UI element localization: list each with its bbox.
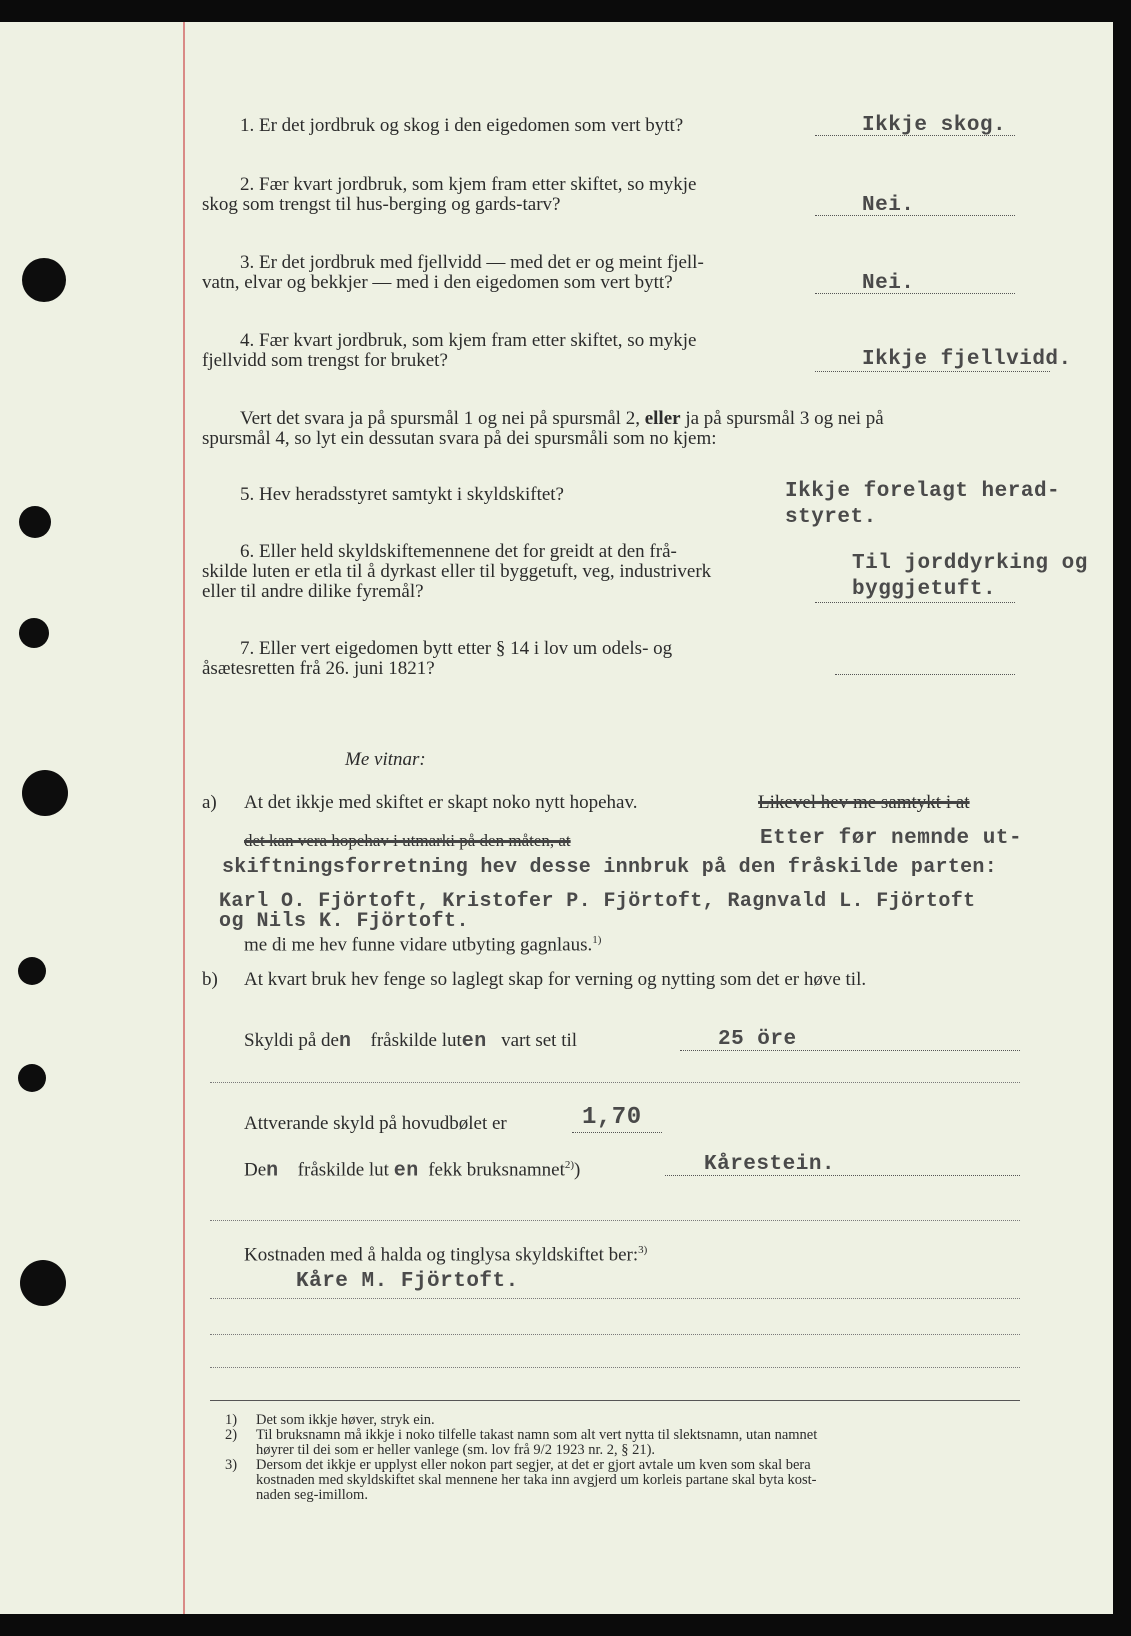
answer-4: Ikkje fjellvidd. xyxy=(862,348,1072,371)
question-2-line1: 2. Fær kvart jordbruk, som kjem fram etter skiftet, so mykje xyxy=(240,174,697,195)
answer-line xyxy=(815,602,1015,603)
punch-hole xyxy=(18,957,46,985)
question-3-line1: 3. Er det jordbruk med fjellvidd — med det er og meint fjell- xyxy=(240,252,704,273)
answer-line xyxy=(835,674,1015,675)
attverande-value: 1,70 xyxy=(582,1104,642,1131)
cost-label: Kostnaden med å halda og tinglysa skyldskiftet ber:$^{3)}$ xyxy=(244,1244,648,1266)
skyld-line: Skyldi på den fråskilde luten vart set til xyxy=(244,1030,578,1053)
answer-6-line2: byggjetuft. xyxy=(852,578,997,601)
testimony-heading: Me vitnar: xyxy=(345,749,426,770)
typed-note-4: og Nils K. Fjörtoft. xyxy=(219,910,470,933)
instruction-line2: spursmål 4, so lyt ein dessutan svara på dei spursmåli som no kjem: xyxy=(202,428,717,449)
footnote-1-mark: 1) xyxy=(225,1412,238,1428)
punch-hole xyxy=(18,1064,46,1092)
answer-3: Nei. xyxy=(862,272,915,295)
punch-hole xyxy=(19,506,51,538)
question-4-line2: fjellvidd som trengst for bruket? xyxy=(202,350,448,371)
question-7-line1: 7. Eller vert eigedomen bytt etter § 14 i lov um odels- og xyxy=(240,638,673,659)
question-1: 1. Er det jordbruk og skog i den eigedomen som vert bytt? xyxy=(240,115,684,136)
answer-5-line1: Ikkje forelagt herad- xyxy=(785,480,1061,503)
footnote-3-line3: naden seg-imillom. xyxy=(256,1487,368,1503)
question-4-line1: 4. Fær kvart jordbruk, som kjem fram etter skiftet, so mykje xyxy=(240,330,697,351)
question-5: 5. Hev heradsstyret samtykt i skyldskiftet? xyxy=(240,484,564,505)
attverande-value-line xyxy=(572,1132,662,1133)
typed-note-3: Karl O. Fjörtoft, Kristofer P. Fjörtoft, Ragnvald L. Fjörtoft xyxy=(219,890,976,913)
testimony-b-label: b) xyxy=(202,969,218,990)
testimony-a-tail: me di me hev funne vidare utbyting gagnlaus.$^{1)}$ xyxy=(244,934,602,956)
document-page xyxy=(0,22,1113,1614)
footnote-divider xyxy=(210,1400,1020,1401)
answer-2: Nei. xyxy=(862,194,915,217)
margin-line xyxy=(183,22,185,1614)
bruksnamn-value: Kårestein. xyxy=(704,1153,836,1176)
punch-hole xyxy=(19,618,49,648)
punch-hole xyxy=(20,1260,66,1306)
blank-line xyxy=(210,1220,1020,1221)
answer-line xyxy=(815,215,1015,216)
cost-value: Kåre M. Fjörtoft. xyxy=(296,1270,519,1293)
blank-line xyxy=(210,1082,1020,1083)
footnote-3-line1: Dersom det ikkje er upplyst eller nokon part segjer, at det er gjort avtale um kven som skal bera xyxy=(256,1457,811,1473)
answer-1: Ikkje skog. xyxy=(862,114,1007,137)
question-7-line2: åsætesretten frå 26. juni 1821? xyxy=(202,658,435,679)
testimony-b-text: At kvart bruk hev fenge so laglegt skap for verning og nytting som det er høve til. xyxy=(244,969,867,990)
blank-line xyxy=(210,1367,1020,1368)
footnote-3-line2: kostnaden med skyldskiftet skal mennene her taka inn avgjerd um korleis partane skal byta kost- xyxy=(256,1472,817,1488)
footnote-3-mark: 3) xyxy=(225,1457,238,1473)
question-2-line2: skog som trengst til hus-berging og gards-tarv? xyxy=(202,194,561,215)
typed-note-1: Etter før nemnde ut- xyxy=(760,827,1023,850)
struck-text-1: Likevel hev me samtykt i at xyxy=(758,792,970,813)
answer-6-line1: Til jorddyrking og xyxy=(852,552,1088,575)
footnote-1: Det som ikkje høver, stryk ein. xyxy=(256,1412,435,1428)
question-6-line3: eller til andre dilike fyremål? xyxy=(202,581,424,602)
question-6-line1: 6. Eller held skyldskiftemennene det for greidt at den frå- xyxy=(240,541,677,562)
footnote-2-mark: 2) xyxy=(225,1427,238,1443)
answer-5-line2: styret. xyxy=(785,506,877,529)
testimony-a-label: a) xyxy=(202,792,217,813)
blank-line xyxy=(210,1334,1020,1335)
instruction-line1: Vert det svara ja på spursmål 1 og nei på spursmål 2, eller ja på spursmål 3 og nei på xyxy=(240,408,884,429)
question-6-line2: skilde luten er etla til å dyrkast eller til byggetuft, veg, industriverk xyxy=(202,561,712,582)
question-3-line2: vatn, elvar og bekkjer — med i den eigedomen som vert bytt? xyxy=(202,272,673,293)
blank-line xyxy=(210,1298,1020,1299)
punch-hole xyxy=(22,770,68,816)
bruksnamn-line: Den fråskilde lut en fekk bruksnamnet$^{2)}$) xyxy=(244,1159,581,1183)
footnote-2-line2: høyrer til dei som er heller vanlege (sm. lov frå 9/2 1923 nr. 2, § 21). xyxy=(256,1442,656,1458)
skyld-value: 25 öre xyxy=(718,1028,797,1051)
struck-text-2: det kan vera hopehav i utmarki på den måten, at xyxy=(244,831,571,850)
answer-line xyxy=(815,293,1015,294)
punch-hole xyxy=(22,258,66,302)
testimony-a-text: At det ikkje med skiftet er skapt noko nytt hopehav. xyxy=(244,792,638,813)
typed-note-2: skiftningsforretning hev desse innbruk på den fråskilde parten: xyxy=(222,856,998,879)
attverande-label: Attverande skyld på hovudbølet er xyxy=(244,1113,507,1134)
footnote-2-line1: Til bruksnamn må ikkje i noko tilfelle takast namn som alt vert nytta til slektsnamn, utan namnet xyxy=(256,1427,818,1443)
